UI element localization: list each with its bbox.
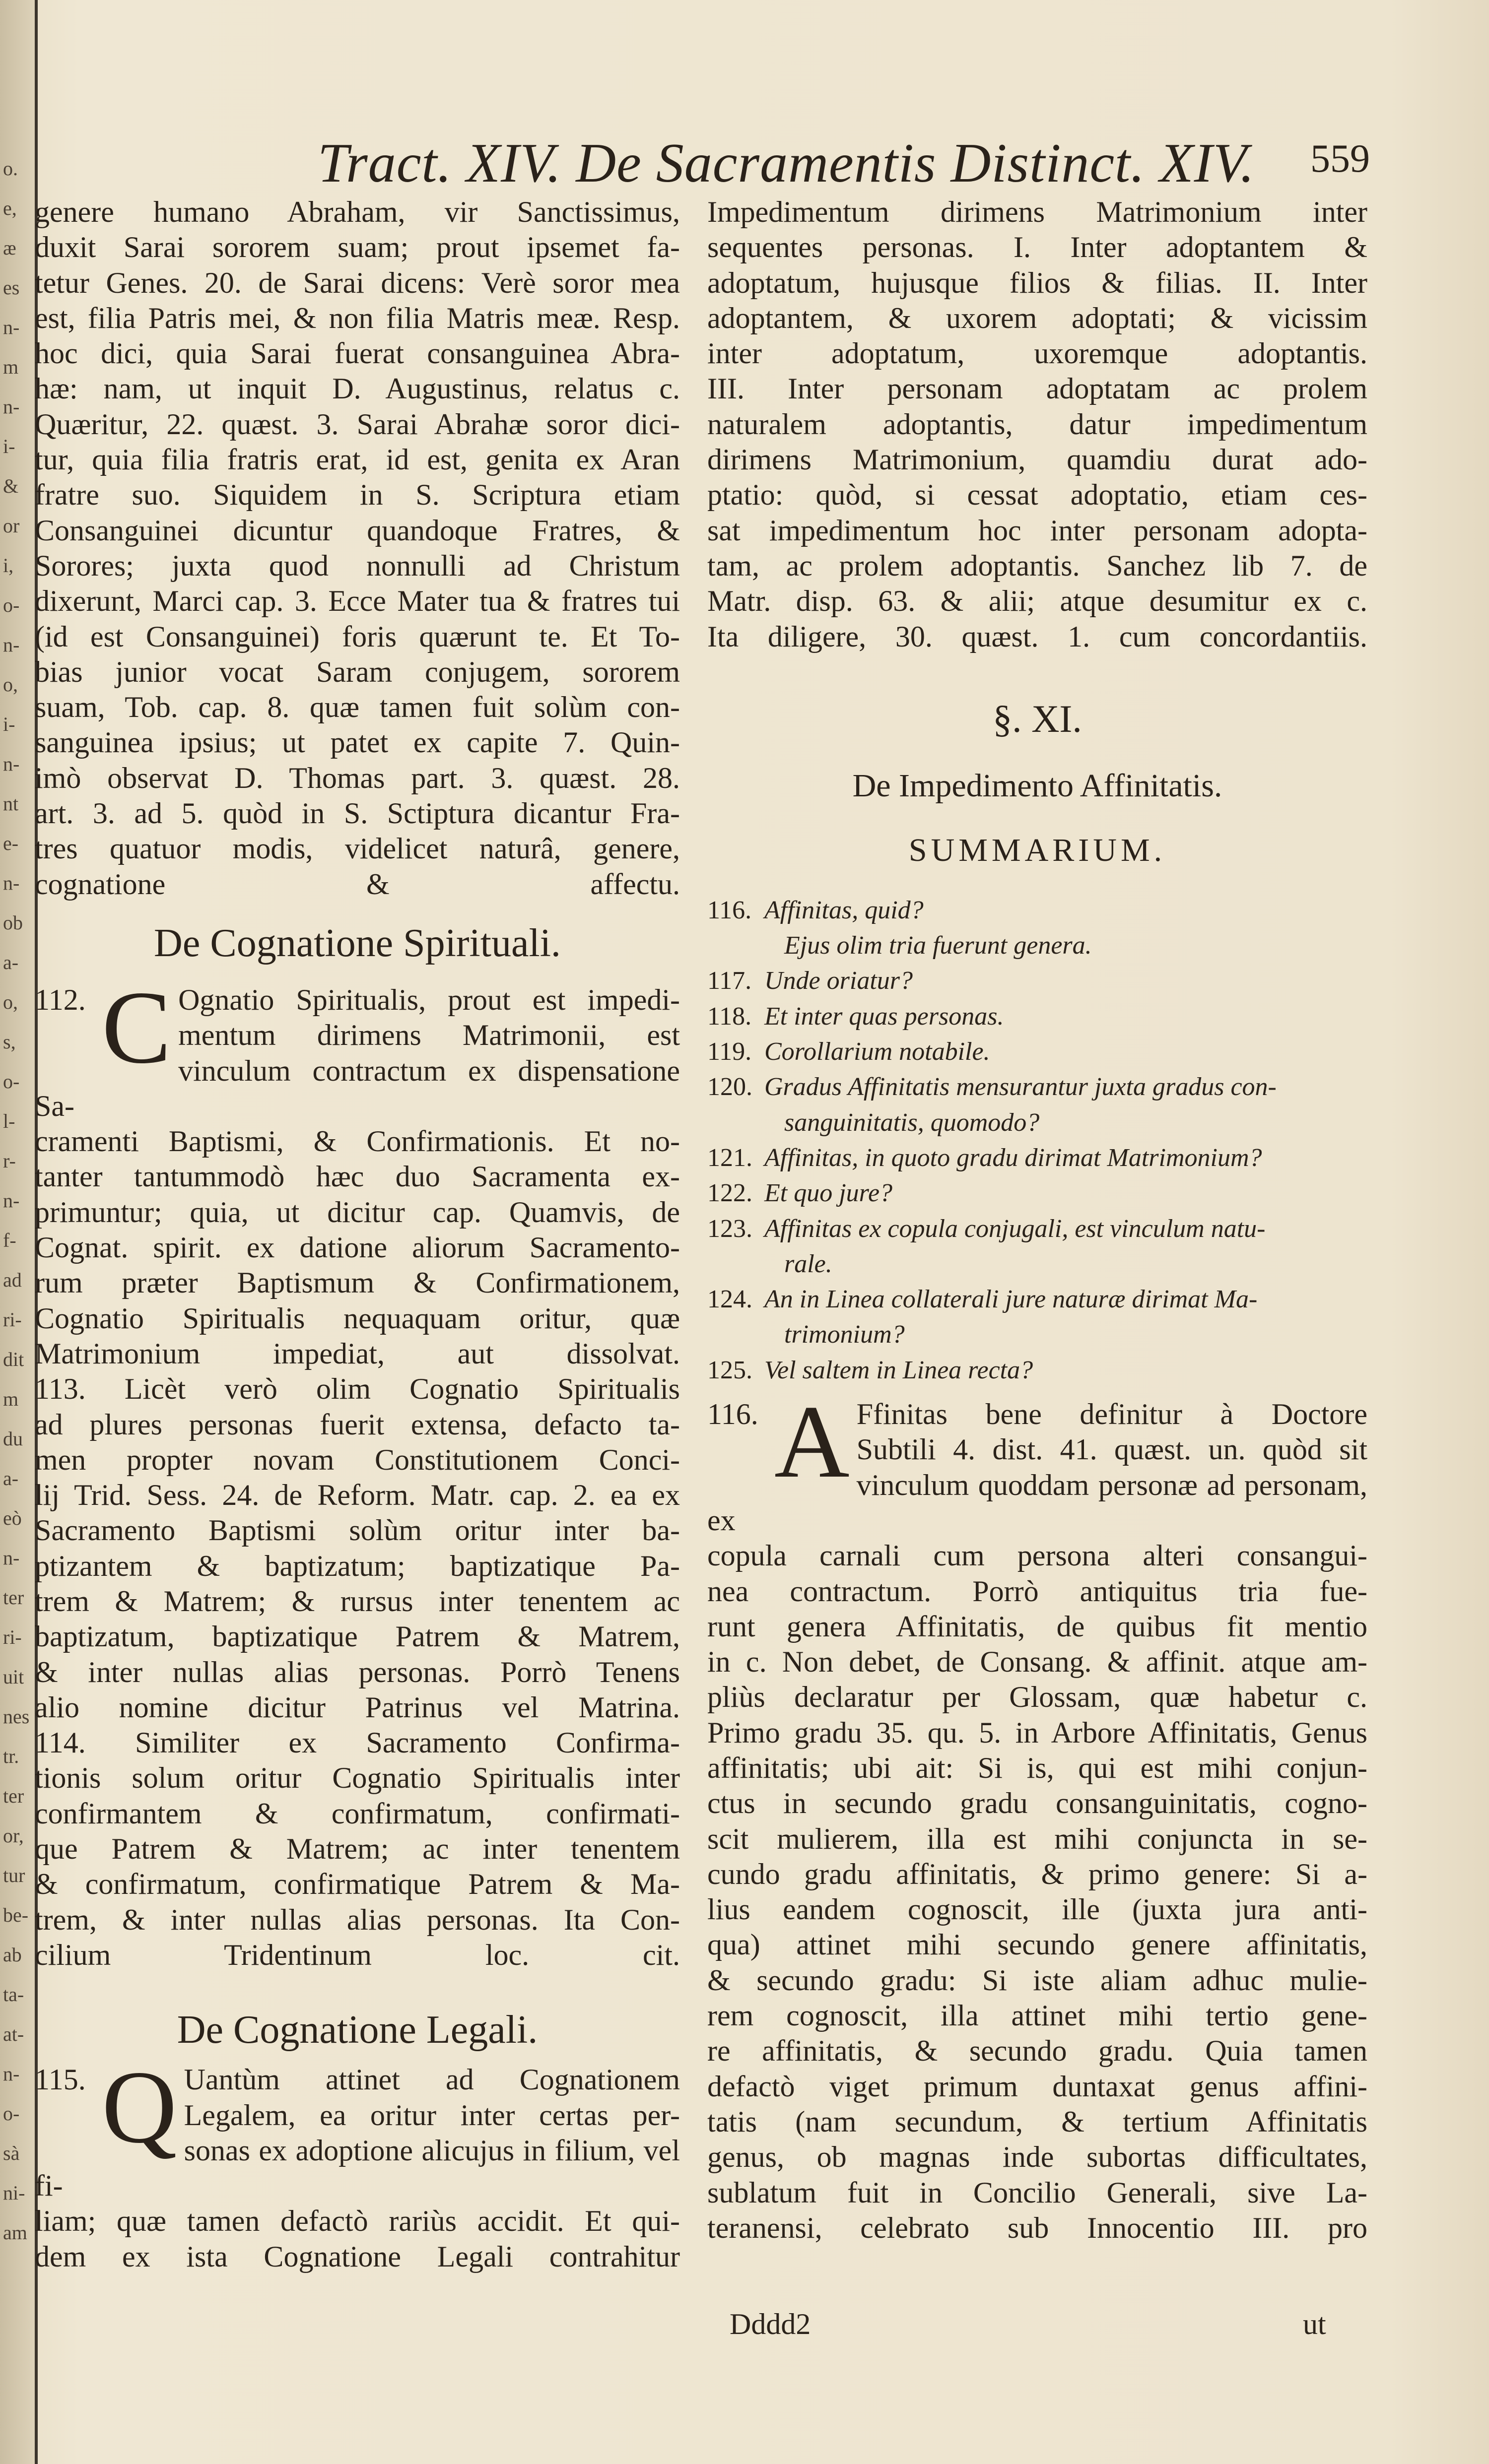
gutter-fragment: o,	[3, 991, 18, 1013]
text-line: cilium Tridentinum loc. cit.	[35, 1938, 680, 1971]
text-line: nea contractum. Porrò antiquitus tria fue-	[707, 1574, 1367, 1608]
paragraph-text	[774, 1397, 1367, 1468]
text-line: ptizantem & baptizatum; baptizatique Pa-	[35, 1549, 680, 1582]
summary-text: Unde oriatur?	[764, 967, 913, 995]
gutter-fragment: du	[3, 1427, 23, 1450]
gutter-fragment: f-	[3, 1229, 16, 1251]
summary-number: 120.	[707, 1073, 752, 1102]
text-line: naturalem adoptantis, datur impedimentum	[707, 407, 1367, 441]
summary-item	[707, 1353, 1367, 1388]
gutter-fragment: ni-	[3, 2182, 25, 2204]
summary-item	[707, 893, 1367, 928]
paragraph-number: 115.	[35, 2063, 86, 2096]
text-line: imò observat D. Thomas part. 3. quæst. 28.	[35, 761, 680, 794]
text-line: & inter nullas alias personas. Porrò Tenens	[35, 1655, 680, 1688]
text-line: Cognat. spirit. ex datione aliorum Sacramento-	[35, 1231, 680, 1264]
gutter-fragment: ri-	[3, 1308, 22, 1331]
running-title: Tract. XIV. De Sacramentis Distinct. XIV.	[318, 132, 1255, 194]
summary-continuation: rale.	[784, 1249, 832, 1278]
paragraph-text	[35, 1053, 680, 1372]
gutter-fragment: a-	[3, 1467, 19, 1490]
text-line: qua) attinet mihi secundo genere affinitatis,	[707, 1928, 1367, 1961]
paragraph-116	[707, 1384, 1367, 2246]
text-line: 113. Licèt verò olim Cognatio Spiritualis	[35, 1372, 680, 1406]
summary-continuation: sanguinitatis, quomodo?	[784, 1108, 1040, 1137]
summary-number: 118.	[707, 1002, 752, 1031]
text-line: & confirmatum, confirmatique Patrem & Ma-	[35, 1868, 680, 1901]
text-line: Quæritur, 22. quæst. 3. Sarai Abrahæ soror dici-	[35, 407, 680, 441]
summary-number: 125.	[707, 1356, 752, 1384]
gutter-fragment: sà	[3, 2142, 20, 2164]
summary-number: 117.	[707, 967, 752, 995]
text-line: tur, quia filia fratris erat, id est, genita ex Aran	[35, 443, 680, 476]
gutter-fragment: n-	[3, 1547, 20, 1569]
text-line: Legalem, ea oritur inter certas per-	[184, 2098, 680, 2132]
heading-cognatione-spirituali: De Cognatione Spirituali.	[154, 921, 561, 965]
text-line: tetur Genes. 20. de Sarai dicens: Verè soror mea	[35, 266, 680, 299]
summary-text: Gradus Affinitatis mensurantur juxta gradus con-	[764, 1073, 1277, 1102]
summary-item	[707, 1034, 1367, 1069]
text-line: hæ: nam, ut inquit D. Augustinus, relatus c.	[35, 372, 680, 405]
gutter-fragment: n-	[3, 1189, 20, 1212]
summary-text: Affinitas, quid?	[764, 896, 924, 924]
gutter-fragment: at-	[3, 2023, 24, 2045]
gutter-fragment: o-	[3, 594, 20, 616]
summary-item	[707, 963, 1367, 998]
text-line: alio nomine dicitur Patrinus vel Matrina.	[35, 1690, 680, 1724]
text-line: teranensi, celebrato sub Innocentio III. pro	[707, 2211, 1367, 2244]
gutter-fragment: e-	[3, 832, 19, 854]
text-line: cundo gradu affinitatis, & primo genere: Si a-	[707, 1857, 1367, 1890]
summary-item	[707, 1282, 1367, 1317]
text-line: art. 3. ad 5. quòd in S. Sctiptura dicantur Fra-	[35, 797, 680, 830]
paragraph-text	[102, 2062, 680, 2133]
text-line: cognatione & affectu.	[35, 867, 680, 901]
text-line: Ita diligere, 30. quæst. 1. cum concordantiis.	[707, 620, 1367, 653]
text-line: sequentes personas. I. Inter adoptantem &	[707, 231, 1367, 264]
summary-text: Vel saltem in Linea recta?	[764, 1356, 1033, 1384]
text-line: hoc dici, quia Sarai fuerat consanguinea Abra-	[35, 337, 680, 370]
gutter-fragment: &	[3, 475, 19, 497]
text-line: vinculum contractum ex dispensatione Sa-	[35, 1054, 680, 1122]
text-line: sanguinea ipsius; ut patet ex capite 7. Quin-	[35, 726, 680, 759]
text-line: rum præter Baptismum & Confirmationem,	[35, 1266, 680, 1299]
text-line: tionis solum oritur Cognatio Spiritualis inter	[35, 1761, 680, 1795]
text-line: Impedimentum dirimens Matrimonium inter	[707, 195, 1367, 228]
paragraph-113	[35, 1371, 680, 1725]
gutter-fragment: n-	[3, 395, 20, 418]
paragraph-115	[35, 2050, 680, 2274]
gutter-fragment: ad	[3, 1269, 22, 1291]
text-line: sonas ex adoptione alicujus in filium, vel fi-	[35, 2134, 680, 2203]
gutter-fragment: a-	[3, 951, 19, 973]
text-line: Matr. disp. 63. & alii; atque desumitur ex c.	[707, 584, 1367, 618]
text-line: 114. Similiter ex Sacramento Confirma-	[35, 1726, 680, 1759]
gutter-fragment: dit	[3, 1348, 24, 1370]
text-line: dirimens Matrimonium, quamdiu durat ado-	[707, 443, 1367, 476]
gutter-fragment: e,	[3, 197, 17, 219]
signature-mark: Dddd2	[730, 2308, 811, 2340]
text-line: & secundo gradu: Si iste aliam adhuc mulie-	[707, 1963, 1367, 1997]
summary-number: 123.	[707, 1214, 752, 1243]
gutter-fragment: nes	[3, 1705, 30, 1728]
text-line: Matrimonium impediat, aut dissolvat.	[35, 1337, 680, 1370]
text-line: fratre suo. Siquidem in S. Scriptura etiam	[35, 478, 680, 512]
gutter-fragment: l-	[3, 1110, 15, 1132]
gutter-fragment: or	[3, 515, 20, 537]
summary-continuation: Ejus olim tria fuerunt genera.	[784, 931, 1092, 960]
text-line: affinitatis; ubi ait: Si is, qui est mihi conjun-	[707, 1751, 1367, 1784]
summary-number: 121.	[707, 1143, 752, 1172]
paragraph-number: 116.	[707, 1398, 758, 1431]
text-line: genere humano Abraham, vir Sanctissimus,	[35, 195, 680, 228]
gutter-fragment: eò	[3, 1507, 22, 1529]
text-line: runt genera Affinitatis, de quibus fit mentio	[707, 1610, 1367, 1643]
gutter-fragment: n-	[3, 634, 20, 656]
text-line: Sorores; juxta quod nonnulli ad Christum	[35, 549, 680, 582]
gutter-fragment: tur	[3, 1864, 25, 1886]
gutter-fragment: n-	[3, 753, 20, 775]
text-line: lius eandem cognoscit, ille (juxta jura anti-	[707, 1893, 1367, 1926]
text-line: adoptatum, hujusque filios & filias. II. Inter	[707, 266, 1367, 299]
gutter-fragment: am	[3, 2221, 27, 2244]
gutter-fragment: s,	[3, 1031, 16, 1053]
text-line: duxit Sarai sororem suam; prout ipsemet fa-	[35, 231, 680, 264]
text-line: tanter tantummodò hæc duo Sacramenta ex-	[35, 1160, 680, 1193]
summary-number: 116.	[707, 896, 752, 924]
text-line: trem, & inter nullas alias personas. Ita Con-	[35, 1903, 680, 1936]
text-line: Consanguinei dicuntur quandoque Fratres, &	[35, 514, 680, 547]
gutter-fragment: m	[3, 356, 19, 378]
gutter-fragment: i-	[3, 713, 15, 735]
text-line: ad plures personas fuerit extensa, defacto ta-	[35, 1408, 680, 1441]
summary-number: 119.	[707, 1037, 752, 1066]
summary-list	[707, 893, 1367, 1388]
text-line: dixerunt, Marci cap. 3. Ecce Mater tua & fratres tui	[35, 584, 680, 618]
gutter-fragment: r-	[3, 1150, 16, 1172]
text-line: dem ex ista Cognatione Legali contrahitur	[35, 2240, 680, 2273]
section-number: §. XI.	[993, 697, 1082, 740]
text-line: ptatio: quòd, si cessat adoptatio, etiam ces-	[707, 478, 1367, 512]
text-line: pliùs declaratur per Glossam, quæ habetur c.	[707, 1681, 1367, 1714]
paragraph-text	[102, 982, 680, 1053]
summary-item	[707, 1211, 1367, 1246]
paragraph-number: 112.	[35, 983, 86, 1016]
text-line: copula carnali cum persona alteri consangui-	[707, 1539, 1367, 1572]
text-line: adoptantem, & uxorem adoptati; & vicissim	[707, 301, 1367, 334]
left-column	[35, 195, 680, 2274]
gutter-fragment: ri-	[3, 1626, 22, 1648]
summary-text: Affinitas, in quoto gradu dirimat Matrimonium?	[764, 1143, 1262, 1172]
heading-cognatione-legali: De Cognatione Legali.	[177, 2008, 538, 2052]
catchword: ut	[1303, 2308, 1326, 2340]
page-number: 559	[1310, 137, 1370, 181]
paragraph-continued	[707, 195, 1367, 654]
gutter-fragment: o,	[3, 673, 18, 696]
text-line: genus, ob magnas inde subortas difficultates,	[707, 2140, 1367, 2174]
gutter-fragment: ter	[3, 1785, 24, 1807]
gutter-fragment: m	[3, 1388, 19, 1410]
text-line: Ffinitas bene definitur à Doctore	[856, 1398, 1367, 1431]
gutter-fragment: tr.	[3, 1745, 19, 1767]
text-line: est, filia Patris mei, & non filia Matris meæ. Resp.	[35, 301, 680, 334]
summary-text: An in Linea collaterali jure naturæ dirimat Ma-	[764, 1285, 1258, 1314]
text-line: tres quatuor modis, videlicet naturâ, genere,	[35, 832, 680, 865]
adjacent-page-edge	[0, 0, 38, 2464]
text-line: sublatum fuit in Concilio Generali, sive La-	[707, 2176, 1367, 2209]
text-line: vinculum quoddam personæ ad personam, ex	[707, 1468, 1367, 1537]
summary-text: Et quo jure?	[764, 1179, 893, 1208]
text-line: primuntur; quia, ut dicitur cap. Quamvis, de	[35, 1195, 680, 1229]
text-line: tam, ac prolem adoptantis. Sanchez lib 7. de	[707, 549, 1367, 582]
gutter-fragment: es	[3, 276, 20, 299]
gutter-fragment: be-	[3, 1904, 29, 1926]
text-line: tatis (nam secundum, & tertium Affinitatis	[707, 2105, 1367, 2138]
text-line: inter adoptatum, uxoremque adoptantis.	[707, 337, 1367, 370]
paragraph-112	[35, 970, 680, 1371]
text-line: Sacramento Baptismi solùm oritur inter ba-	[35, 1514, 680, 1547]
gutter-fragment: i-	[3, 435, 15, 457]
gutter-fragment: n-	[3, 316, 20, 338]
summary-continuation: trimonium?	[784, 1320, 905, 1349]
gutter-fragment: n-	[3, 2063, 20, 2085]
text-line: Ognatio Spiritualis, prout est impedi-	[178, 983, 680, 1016]
summary-item	[707, 999, 1367, 1034]
text-line: bias junior vocat Saram conjugem, sororem	[35, 655, 680, 688]
drop-cap: Q	[102, 2050, 177, 2165]
text-line: men propter novam Constitutionem Conci-	[35, 1443, 680, 1476]
text-line: sat impedimentum hoc inter personam adopta-	[707, 514, 1367, 547]
summarium-heading: SUMMARIUM.	[908, 832, 1166, 868]
summary-number: 124.	[707, 1285, 752, 1314]
paragraph-text	[707, 1468, 1367, 2246]
gutter-fragment: ta-	[3, 1983, 24, 2006]
text-line: lij Trid. Sess. 24. de Reform. Matr. cap. 2. ea ex	[35, 1479, 680, 1512]
text-line: re affinitatis, & secundo gradu. Quia tamen	[707, 2034, 1367, 2068]
text-line: (id est Consanguinei) foris quærunt te. Et To-	[35, 620, 680, 653]
gutter-fragment: ter	[3, 1586, 24, 1609]
gutter-fragment: o.	[3, 157, 18, 180]
paragraph-114	[35, 1725, 680, 1973]
right-column	[707, 195, 1367, 2246]
text-line: defactò viget primum duntaxat genus affini-	[707, 2070, 1367, 2103]
gutter-fragment: ob	[3, 911, 23, 934]
gutter-fragment: ab	[3, 1944, 22, 1966]
text-line: suam, Tob. cap. 8. quæ tamen fuit solùm con-	[35, 691, 680, 724]
drop-cap: C	[102, 970, 172, 1085]
text-line: trem & Matrem; & rursus inter tenentem ac	[35, 1584, 680, 1618]
text-line: Cognatio Spiritualis nequaquam oritur, quæ	[35, 1301, 680, 1335]
text-line: rem cognoscit, illa attinet mihi tertio gene-	[707, 1999, 1367, 2032]
text-line: III. Inter personam adoptatam ac prolem	[707, 372, 1367, 405]
text-line: cramenti Baptismi, & Confirmationis. Et no-	[35, 1125, 680, 1158]
summary-item	[707, 1140, 1367, 1175]
drop-cap: A	[774, 1384, 850, 1500]
gutter-fragment: o-	[3, 1070, 20, 1093]
text-line: mentum dirimens Matrimonii, est	[178, 1019, 680, 1052]
gutter-fragment: nt	[3, 792, 19, 815]
gutter-fragment: n-	[3, 872, 20, 894]
summary-text: Corollarium notabile.	[764, 1037, 990, 1066]
summary-text: Affinitas ex copula conjugali, est vinculum natu-	[764, 1214, 1266, 1243]
text-line: Subtili 4. dist. 41. quæst. un. quòd sit	[856, 1433, 1367, 1466]
summary-item	[707, 1175, 1367, 1211]
text-line: Primo gradu 35. qu. 5. in Arbore Affinitatis, Genus	[707, 1716, 1367, 1749]
gutter-fragment: uit	[3, 1666, 24, 1688]
text-line: baptizatum, baptizatique Patrem & Matrem,	[35, 1620, 680, 1653]
paragraph-continued	[35, 195, 680, 902]
summary-text: Et inter quas personas.	[764, 1002, 1004, 1031]
text-line: liam; quæ tamen defactò rariùs accidit. Et qui-	[35, 2205, 680, 2238]
gutter-fragment: or,	[3, 1824, 24, 1847]
gutter-fragment: o-	[3, 2102, 20, 2125]
section-title: De Impedimento Affinitatis.	[852, 767, 1222, 804]
text-line: confirmantem & confirmatum, confirmati-	[35, 1797, 680, 1830]
summary-number: 122.	[707, 1179, 752, 1208]
text-line: que Patrem & Matrem; ac inter tenentem	[35, 1832, 680, 1866]
text-line: in c. Non debet, de Consang. & affinit. atque am-	[707, 1645, 1367, 1679]
text-line: ctus in secundo gradu consanguinitatis, cogno-	[707, 1787, 1367, 1820]
gutter-fragment: i,	[3, 554, 14, 577]
text-line: Uantùm attinet ad Cognationem	[184, 2063, 680, 2096]
gutter-fragment: æ	[3, 237, 16, 259]
text-line: scit mulierem, illa est mihi conjuncta in se-	[707, 1822, 1367, 1855]
summary-item	[707, 1069, 1367, 1104]
